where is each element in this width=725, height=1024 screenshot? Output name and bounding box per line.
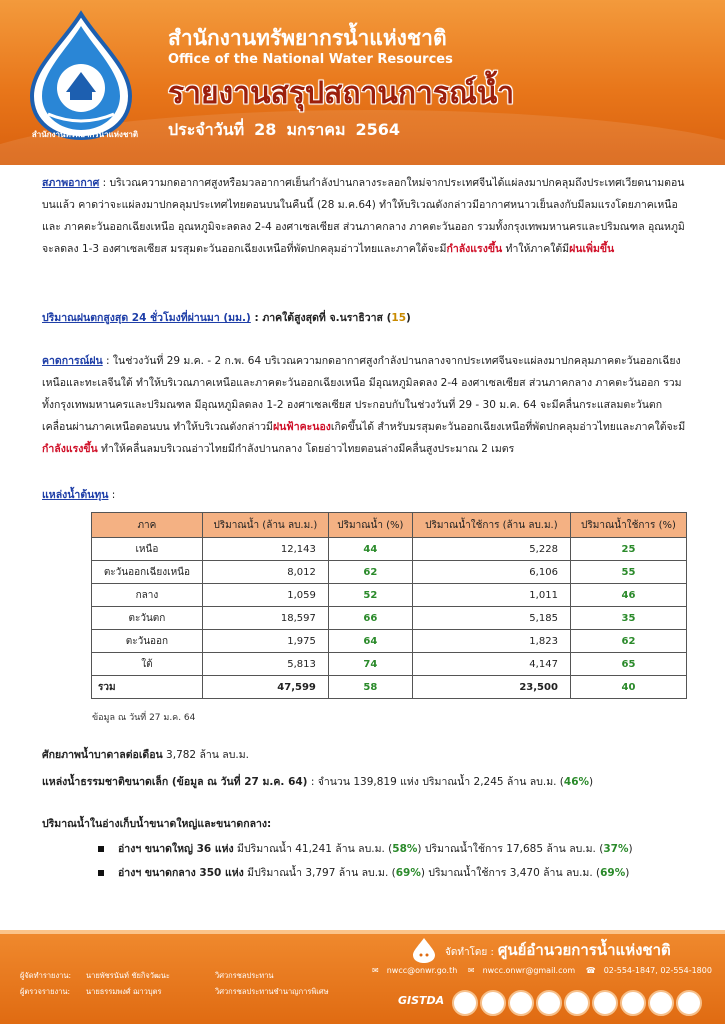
col-usable-pct: ปริมาณน้ำใช้การ (%) — [570, 513, 686, 538]
total-usable-cell: 23,500 — [412, 676, 570, 699]
small-sources-line — [42, 773, 593, 790]
bullet-square-icon — [98, 870, 104, 876]
volume-pct-cell: 52 — [328, 584, 412, 607]
org-name-thai: สำนักงานทรัพยากรน้ำแห่งชาติ — [168, 26, 447, 50]
forecast-highlight-2: กำลังแรงขึ้น — [42, 443, 98, 455]
footer-names — [86, 968, 170, 1000]
table-row — [92, 561, 687, 584]
weather-label: สภาพอากาศ — [42, 177, 100, 189]
bullet-square-icon — [98, 846, 104, 852]
weather-highlight-1: กำลังแรงขึ้น — [446, 243, 503, 255]
medium-reservoir-close: ) — [625, 867, 630, 879]
col-usable: ปริมาณน้ำใช้การ (ล้าน ลบ.ม.) — [412, 513, 570, 538]
water-drop-mascot-icon — [410, 936, 438, 964]
forecast-label: คาดการณ์ฝน — [42, 355, 103, 367]
small-sources-label: แหล่งน้ำธรรมชาติขนาดเล็ก (ข้อมูล ณ วันที่ 27 ม.ค. 64) — [42, 776, 308, 788]
agency-logo-icon — [480, 990, 506, 1016]
weather-section — [42, 172, 692, 260]
total-region-cell: รวม — [92, 676, 203, 699]
groundwater-label: ศักยภาพน้ำบาดาลต่อเดือน — [42, 749, 163, 761]
usable-cell: 5,185 — [412, 607, 570, 630]
weather-text-1: : บริเวณความกดอากาศสูงหรือมวลอากาศเย็นกำลังปานกลางระลอกใหม่จากประเทศจีนได้แผ่ลงมาปกคลุมถึงประเทศเวียดนามตอนบนแล้ว คาดว่าจะแผ่ลงมาปกคลุมประเทศไทยตอนบนในคืนนี้ (28 ม.ค.64) ทำให้บริเวณดังกล่าวมีอากาศหนาวเย็นลงกับมีลมแรงโดยภาคเหนือและ ภาคตะวันออกเฉียงเหนือ อุณหภูมิจะลดลง 2-4 องศาเซลเซียส ส่วนภาคกลาง ภาคตะวันออก รวมทั้งกรุงเทพมหานครและปริมณฑล อุณหภูมิจะลดลง 1-3 องศาเซลเซียส มรสุมตะวันออกเฉียงเหนือที่พัดปกคลุมอ่าวไทยและภาคใต้จะมี — [42, 177, 685, 255]
footer-stripe — [0, 930, 725, 934]
weather-highlight-2: ฝนเพิ่มขึ้น — [569, 243, 615, 255]
usable-pct-cell: 55 — [570, 561, 686, 584]
table-row — [92, 538, 687, 561]
total-volume-pct-cell: 58 — [328, 676, 412, 699]
volume-cell: 1,975 — [202, 630, 328, 653]
rainfall-section — [42, 307, 692, 329]
footer-role-reviewer: ผู้ตรวจรายงาน: — [20, 987, 71, 996]
usable-pct-cell: 46 — [570, 584, 686, 607]
footer-contacts — [372, 966, 720, 975]
groundwater-value: 3,782 ล้าน ลบ.ม. — [162, 749, 249, 761]
footer-position-reviewer: วิศวกรชลประทานชำนาญการพิเศษ — [215, 987, 329, 996]
footer-roles — [20, 968, 71, 1000]
groundwater-line — [42, 746, 249, 763]
footer-center-name: ศูนย์อำนวยการน้ำแห่งชาติ — [497, 941, 671, 959]
table-row — [92, 653, 687, 676]
onwr-logo-icon — [22, 10, 140, 142]
medium-reservoir-label: อ่างฯ ขนาดกลาง 350 แห่ง — [118, 867, 244, 879]
table-row — [92, 584, 687, 607]
footer-prepared-by: จัดทำโดย : — [445, 947, 494, 958]
agency-logo-icon — [508, 990, 534, 1016]
large-reservoir-pct-2: 37% — [603, 843, 629, 855]
volume-pct-cell: 66 — [328, 607, 412, 630]
table-row — [92, 630, 687, 653]
usable-cell: 1,011 — [412, 584, 570, 607]
volume-cell: 18,597 — [202, 607, 328, 630]
date-day: 28 — [254, 120, 277, 139]
large-reservoir-pct-1: 58% — [392, 843, 418, 855]
volume-pct-cell: 44 — [328, 538, 412, 561]
small-sources-pct: 46% — [563, 776, 590, 788]
footer-phone: 02-554-1847, 02-554-1800 — [603, 966, 712, 975]
date-prefix: ประจำวันที่ — [168, 120, 245, 139]
footer-name-preparer: นายพัชรนันท์ ชัยกิจวัฒนะ — [86, 971, 170, 980]
volume-cell: 12,143 — [202, 538, 328, 561]
table-header-row — [92, 513, 687, 538]
region-cell: เหนือ — [92, 538, 203, 561]
footer-email-2[interactable]: nwcc.onwr@gmail.com — [482, 966, 576, 975]
footer-role-preparer: ผู้จัดทำรายงาน: — [20, 971, 71, 980]
gistda-logo: GISTDA — [398, 994, 445, 1007]
usable-cell: 1,823 — [412, 630, 570, 653]
footer-positions — [215, 968, 329, 1000]
weather-text-2: ทำให้ภาคใต้มี — [502, 243, 570, 255]
large-reservoir-close: ) — [628, 843, 633, 855]
volume-cell: 1,059 — [202, 584, 328, 607]
report-header — [0, 0, 725, 165]
logo-caption: สำนักงานทรัพยากรน้ำแห่งชาติ — [31, 130, 139, 139]
usable-cell: 4,147 — [412, 653, 570, 676]
usable-cell: 6,106 — [412, 561, 570, 584]
forecast-text-2: เกิดขึ้นได้ สำหรับมรสุมตะวันออกเฉียงเหนือที่พัดปกคลุมอ่าวไทยและภาคใต้จะมี — [330, 421, 686, 433]
small-sources-text: : จำนวน 139,819 แห่ง ปริมาณน้ำ 2,245 ล้าน ลบ.ม. ( — [307, 776, 564, 788]
col-region: ภาค — [92, 513, 203, 538]
agency-logo-icon — [676, 990, 702, 1016]
report-footer — [0, 930, 725, 1024]
forecast-text-1: : ในช่วงวันที่ 29 ม.ค. - 2 ก.พ. 64 บริเวณความกดอากาศสูงกำลังปานกลางจากประเทศจีนจะแผ่ลงมาปกคลุมภาคตะวันออกเฉียงเหนือและทะเลจีนใต้ ทำให้บริเวณภาคเหนือและภาคตะวันออกเฉียงเหนือ มีอุณหภูมิลดลง 2-4 องศาเซลเซียส ส่วนภาคกลาง ภาคตะวันออก รวมทั้งกรุงเทพมหานครและปริมณฑล มีอุณหภูมิลดลง 1-2 องศาเซลเซียส ประกอบกับในช่วงวันที่ 29 - 30 ม.ค. 64 จะมีคลื่นกระแสลมตะวันตกเคลื่อนผ่านภาคเหนือตอนบน ทำให้บริเวณดังกล่าวมี — [42, 355, 682, 433]
volume-pct-cell: 62 — [328, 561, 412, 584]
usable-pct-cell: 62 — [570, 630, 686, 653]
region-cell: ตะวันออกเฉียงเหนือ — [92, 561, 203, 584]
volume-cell: 8,012 — [202, 561, 328, 584]
region-cell: ตะวันตก — [92, 607, 203, 630]
org-name-english: Office of the National Water Resources — [168, 52, 453, 67]
mail-icon: ✉ — [467, 966, 475, 975]
total-usable-pct-cell: 40 — [570, 676, 686, 699]
total-volume-cell: 47,599 — [202, 676, 328, 699]
medium-reservoir-item — [98, 864, 629, 881]
water-sources-table — [91, 512, 687, 699]
large-reservoir-text-1: มีปริมาณน้ำ 41,241 ล้าน ลบ.ม. ( — [233, 843, 393, 855]
date-month: มกราคม — [286, 120, 346, 139]
rainfall-value: 15 — [391, 312, 407, 324]
date-year: 2564 — [355, 120, 401, 139]
reservoirs-heading — [42, 815, 271, 832]
email-icon: ✉ — [372, 966, 379, 975]
table-data-note: ข้อมูล ณ วันที่ 27 ม.ค. 64 — [92, 713, 196, 723]
agency-logo-icon — [536, 990, 562, 1016]
water-sources-colon: : — [108, 489, 116, 501]
footer-email-1[interactable]: nwcc@onwr.go.th — [386, 966, 458, 975]
large-reservoir-text-2: ) ปริมาณน้ำใช้การ 17,685 ล้าน ลบ.ม. ( — [417, 843, 604, 855]
usable-pct-cell: 25 — [570, 538, 686, 561]
water-sources-label: แหล่งน้ำต้นทุน — [42, 489, 109, 501]
medium-reservoir-text-2: ) ปริมาณน้ำใช้การ 3,470 ล้าน ลบ.ม. ( — [420, 867, 601, 879]
rainfall-label: ปริมาณฝนตกสูงสุด 24 ชั่วโมงที่ผ่านมา (มม.) — [42, 312, 251, 324]
region-cell: กลาง — [92, 584, 203, 607]
medium-reservoir-text-1: มีปริมาณน้ำ 3,797 ล้าน ลบ.ม. ( — [243, 867, 396, 879]
agency-logo-icon — [452, 990, 478, 1016]
rainfall-close: ) — [406, 312, 411, 324]
phone-icon: ☎ — [585, 966, 596, 975]
table-total-row — [92, 676, 687, 699]
footer-brand — [445, 938, 671, 962]
large-reservoir-label: อ่างฯ ขนาดใหญ่ 36 แห่ง — [118, 843, 234, 855]
usable-pct-cell: 65 — [570, 653, 686, 676]
usable-pct-cell: 35 — [570, 607, 686, 630]
usable-cell: 5,228 — [412, 538, 570, 561]
agency-logo-icon — [648, 990, 674, 1016]
reservoirs-heading-text: ปริมาณน้ำในอ่างเก็บน้ำขนาดใหญ่และขนาดกลาง: — [42, 818, 272, 830]
report-title: รายงานสรุปสถานการณ์น้ำ — [168, 76, 515, 111]
report-date — [168, 118, 410, 143]
large-reservoir-item — [98, 840, 633, 857]
volume-pct-cell: 74 — [328, 653, 412, 676]
col-volume: ปริมาณน้ำ (ล้าน ลบ.ม.) — [202, 513, 328, 538]
rainfall-text: : ภาคใต้สูงสุดที่ จ.นราธิวาส ( — [250, 312, 392, 324]
col-volume-pct: ปริมาณน้ำ (%) — [328, 513, 412, 538]
forecast-text-3: ทำให้คลื่นลมบริเวณอ่าวไทยมีกำลังปานกลาง โดยอ่าวไทยตอนล่างมีคลื่นสูงประมาณ 2 เมตร — [97, 443, 515, 455]
agency-logo-icon — [620, 990, 646, 1016]
table-row — [92, 607, 687, 630]
medium-reservoir-pct-2: 69% — [600, 867, 626, 879]
small-sources-close: ) — [589, 776, 594, 788]
footer-name-reviewer: นายธรรมพงศ์ ฌาวบุตร — [86, 987, 162, 996]
agency-logo-icon — [592, 990, 618, 1016]
region-cell: ใต้ — [92, 653, 203, 676]
agency-logo-icon — [564, 990, 590, 1016]
forecast-section — [42, 350, 692, 460]
forecast-highlight-1: ฝนฟ้าคะนอง — [272, 421, 331, 433]
region-cell: ตะวันออก — [92, 630, 203, 653]
footer-position-preparer: วิศวกรชลประทาน — [215, 971, 274, 980]
volume-pct-cell: 64 — [328, 630, 412, 653]
medium-reservoir-pct-1: 69% — [395, 867, 421, 879]
water-sources-heading — [42, 484, 692, 506]
volume-cell: 5,813 — [202, 653, 328, 676]
